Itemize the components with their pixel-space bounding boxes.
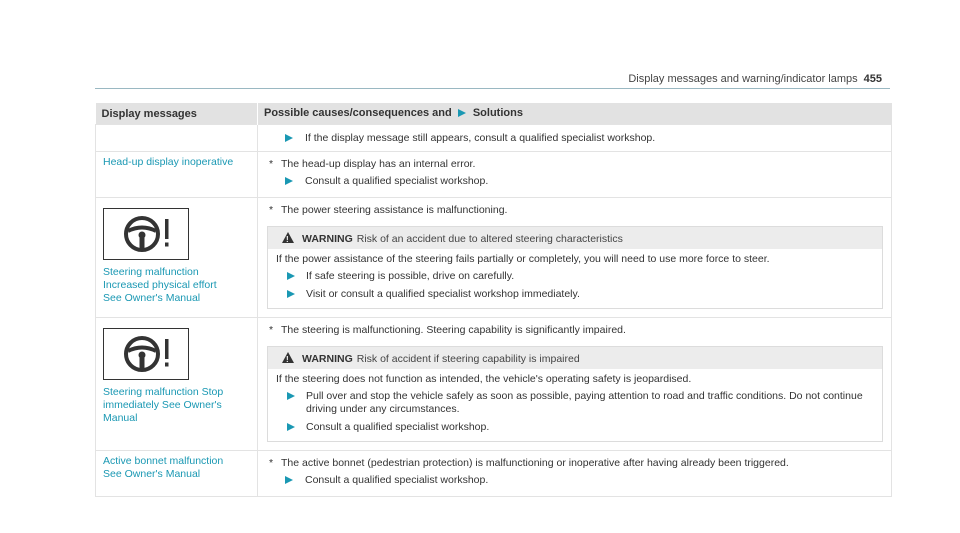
solution-step: If safe steering is possible, drive on carefully.: [276, 270, 874, 283]
message-cell: [96, 198, 258, 318]
message-label: Manual: [103, 412, 138, 424]
arrow-icon: [287, 272, 295, 280]
warning-header: !WARNING Risk of accident if steering capability is impaired: [268, 347, 882, 369]
solution-step: Consult a qualified specialist workshop.: [267, 175, 883, 188]
arrow-icon: [287, 423, 295, 431]
message-label: See Owner's Manual: [103, 468, 201, 480]
table-row: [96, 451, 892, 497]
message-label: Steering malfunction: [103, 266, 199, 278]
running-header: [628, 73, 882, 85]
warning-box: [267, 226, 883, 309]
warning-header: !WARNING Risk of an accident due to altered steering characteristics: [268, 227, 882, 249]
cause-cell: [258, 198, 892, 318]
message-label: Steering malfunction Stop: [103, 386, 224, 398]
cause-cell: [258, 318, 892, 451]
solution-step: Visit or consult a qualified specialist workshop immediately.: [276, 288, 874, 301]
message-cell: [96, 152, 258, 198]
steering-wheel-exclamation-icon: [103, 208, 189, 260]
column-header-causes: [258, 103, 892, 125]
warning-triangle-icon: [282, 232, 294, 243]
message-label: immediately See Owner's: [103, 399, 222, 411]
solutions-header-label: Solutions: [472, 107, 523, 119]
steering-wheel-exclamation-icon: [103, 328, 189, 380]
warning-text: If the power assistance of the steering fails partially or completely, you will need to use more force to steer.: [276, 253, 770, 265]
table-row: [96, 318, 892, 451]
message-label: Increased physical effort: [103, 279, 217, 291]
cause-text: * The active bonnet (pedestrian protection) is malfunctioning or inoperative after having already been triggered.: [269, 457, 789, 469]
arrow-icon: [285, 134, 293, 142]
message-cell: [96, 451, 258, 497]
message-cell: [96, 318, 258, 451]
arrow-icon: [285, 177, 293, 185]
solution-step: Pull over and stop the vehicle safely as soon as possible, paying attention to road and traffic conditions. Do not continue driving under any circumstances.: [276, 390, 874, 416]
warning-body: [268, 369, 882, 441]
warning-box: [267, 346, 883, 442]
cause-cell: [258, 125, 892, 152]
header-arrow-wrap: [455, 107, 470, 119]
warning-text: If the steering does not function as intended, the vehicle's operating safety is jeopardised.: [276, 373, 692, 385]
solution-step: Consult a qualified specialist workshop.: [276, 421, 874, 434]
page-number: 455: [863, 73, 882, 85]
section-title: Display messages and warning/indicator lamps: [628, 73, 858, 85]
column-header-messages: Display messages: [96, 103, 258, 125]
causes-header-label: Possible causes/consequences and: [264, 107, 452, 119]
arrow-icon: [287, 392, 295, 400]
cause-text: * The steering is malfunctioning. Steering capability is significantly impaired.: [269, 324, 626, 336]
message-label: Head-up display inoperative: [103, 156, 234, 168]
cause-cell: [258, 451, 892, 497]
table-row: [96, 198, 892, 318]
display-messages-table: [95, 103, 892, 497]
cause-text: * The power steering assistance is malfunctioning.: [269, 204, 508, 216]
table-row: [96, 152, 892, 198]
message-label: Active bonnet malfunction: [103, 455, 224, 467]
message-label: See Owner's Manual: [103, 292, 201, 304]
warning-triangle-icon: [282, 352, 294, 363]
arrow-icon: [285, 476, 293, 484]
table-row: [96, 125, 892, 152]
table-header-row: [96, 103, 892, 125]
message-cell: [96, 125, 258, 152]
cause-text: * The head-up display has an internal error.: [269, 158, 476, 170]
header-divider: [95, 88, 890, 89]
solution-step: If the display message still appears, consult a qualified specialist workshop.: [267, 132, 883, 145]
warning-body: [268, 249, 882, 308]
solution-step: Consult a qualified specialist workshop.: [267, 474, 883, 487]
arrow-icon: [458, 109, 466, 117]
cause-cell: [258, 152, 892, 198]
arrow-icon: [287, 290, 295, 298]
